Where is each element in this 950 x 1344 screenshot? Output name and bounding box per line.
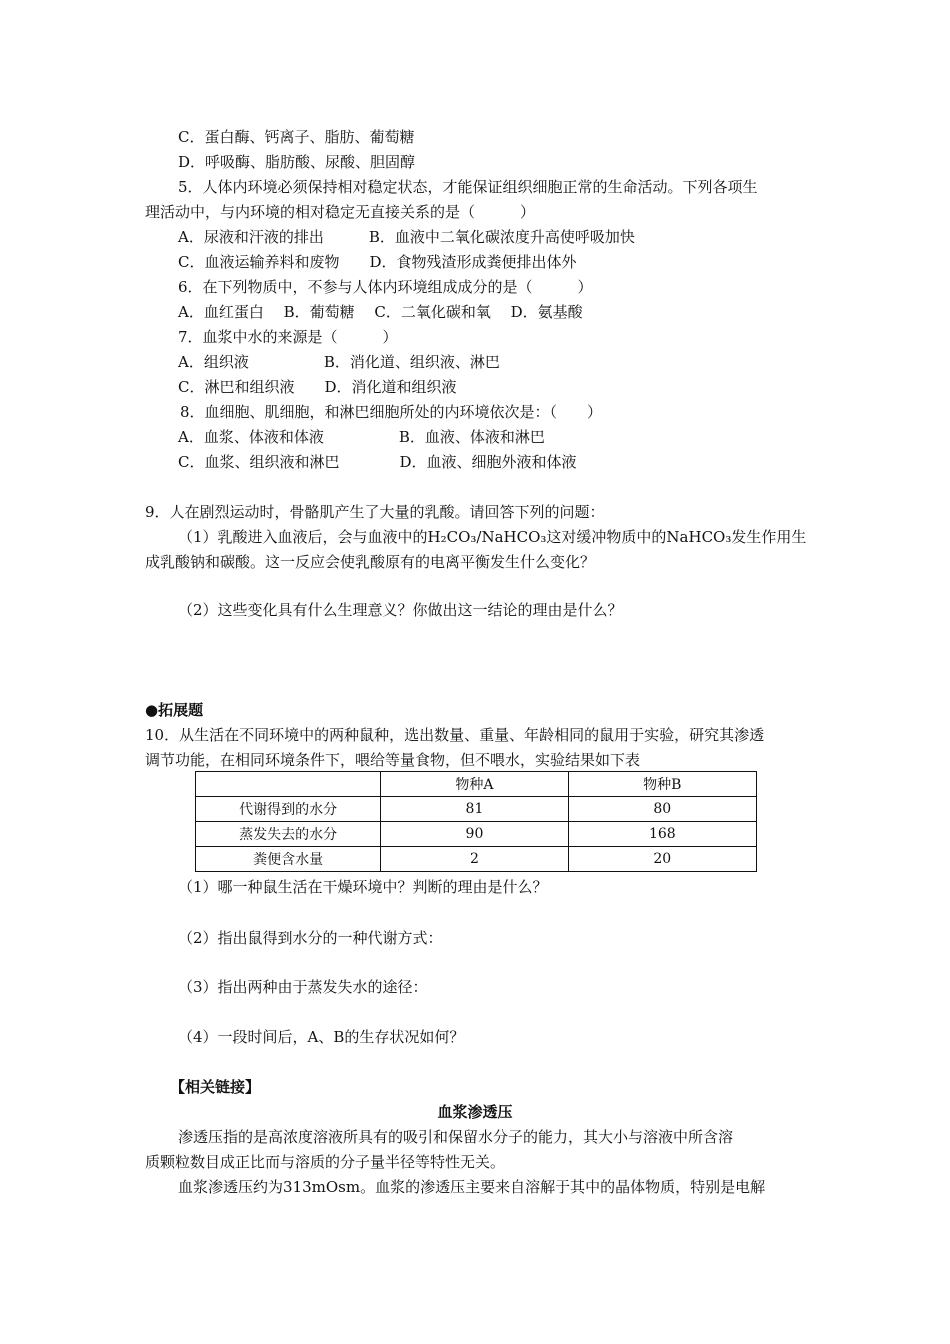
table-cell: 粪便含水量 [196, 847, 381, 872]
table-header-cell [196, 772, 381, 797]
article-title: 血浆渗透压 [437, 1103, 513, 1121]
q8-options-cd: C．血浆、组织液和淋巴 D．血液、细胞外液和体液 [178, 453, 577, 471]
table-cell: 90 [381, 822, 568, 847]
q10-part1: （1）哪一种鼠生活在干燥环境中？判断的理由是什么？ [178, 878, 548, 896]
section-heading-extension: ●拓展题 [145, 701, 204, 719]
table-cell: 81 [381, 797, 568, 822]
q5-stem-2: 理活动中，与内环境的相对稳定无直接关系的是（ ） [145, 203, 536, 221]
article-para2-line1: 血浆渗透压约为313mOsm。血浆的渗透压主要来自溶解于其中的晶体物质，特别是电解 [178, 1178, 766, 1196]
table-row [196, 847, 757, 872]
article-para1-line1: 渗透压指的是高浓度溶液所具有的吸引和保留水分子的能力，其大小与溶液中所含溶 [178, 1128, 734, 1146]
q5-options-cd: C．血液运输养料和废物 D．食物残渣形成粪便排出体外 [178, 253, 577, 271]
q8-stem: 8．血细胞、肌细胞，和淋巴细胞所处的内环境依次是：（ ） [180, 403, 603, 421]
q10-part3: （3）指出两种由于蒸发失水的途径： [178, 978, 428, 996]
table-header-cell: 物种B [568, 772, 756, 797]
q5-stem-1: 5．人体内环境必须保持相对稳定状态，才能保证组织细胞正常的生命活动。下列各项生 [178, 178, 758, 196]
table-row [196, 797, 757, 822]
q10-stem-2: 调节功能，在相同环境条件下，喂给等量食物，但不喂水，实验结果如下表 [145, 751, 641, 769]
q9-part2: （2）这些变化具有什么生理意义？你做出这一结论的理由是什么？ [178, 601, 623, 619]
q10-stem-1: 10．从生活在不同环境中的两种鼠种，选出数量、重量、年龄相同的鼠用于实验，研究其渗透 [145, 726, 765, 744]
q5-options-ab: A．尿液和汗液的排出 B．血液中二氧化碳浓度升高使呼吸加快 [178, 228, 635, 246]
article-para1-line2: 质颗粒数目成正比而与溶质的分子量半径等特性无关。 [145, 1153, 506, 1171]
q9-part1-line1: （1）乳酸进入血液后，会与血液中的H₂CO₃/NaHCO₃这对缓冲物质中的NaHCO₃发生作用生 [178, 528, 807, 546]
q8-options-ab: A．血浆、体液和体液 B．血液、体液和淋巴 [178, 428, 545, 446]
q7-options-cd: C．淋巴和组织液 D．消化道和组织液 [178, 378, 457, 396]
table-cell: 蒸发失去的水分 [196, 822, 381, 847]
table-cell: 20 [568, 847, 756, 872]
q6-stem: 6．在下列物质中，不参与人体内环境组成成分的是（ ） [178, 278, 593, 296]
table-cell: 80 [568, 797, 756, 822]
related-link-heading: 【相关链接】 [170, 1078, 261, 1096]
table-row [196, 822, 757, 847]
q9-part1-line2: 成乳酸钠和碳酸。这一反应会使乳酸原有的电离平衡发生什么变化？ [145, 553, 596, 571]
q6-options: A．血红蛋白 B．葡萄糖 C．二氧化碳和氧 D．氨基酸 [178, 303, 583, 321]
q9-stem: 9．人在剧烈运动时，骨骼肌产生了大量的乳酸。请回答下列的问题： [145, 503, 605, 521]
q10-part2: （2）指出鼠得到水分的一种代谢方式： [178, 929, 443, 947]
table-cell: 2 [381, 847, 568, 872]
q10-part4: （4）一段时间后，A、B的生存状况如何？ [178, 1028, 465, 1046]
experiment-table [195, 771, 757, 872]
q4-option-c: C．蛋白酶、钙离子、脂肪、葡萄糖 [178, 128, 415, 146]
q4-option-d: D．呼吸酶、脂肪酸、尿酸、胆固醇 [178, 153, 416, 171]
q7-stem: 7．血浆中水的来源是（ ） [178, 328, 398, 346]
table-cell: 168 [568, 822, 756, 847]
table-header-cell: 物种A [381, 772, 568, 797]
table-cell: 代谢得到的水分 [196, 797, 381, 822]
q7-options-ab: A．组织液 B．消化道、组织液、淋巴 [178, 353, 500, 371]
table-header-row [196, 772, 757, 797]
